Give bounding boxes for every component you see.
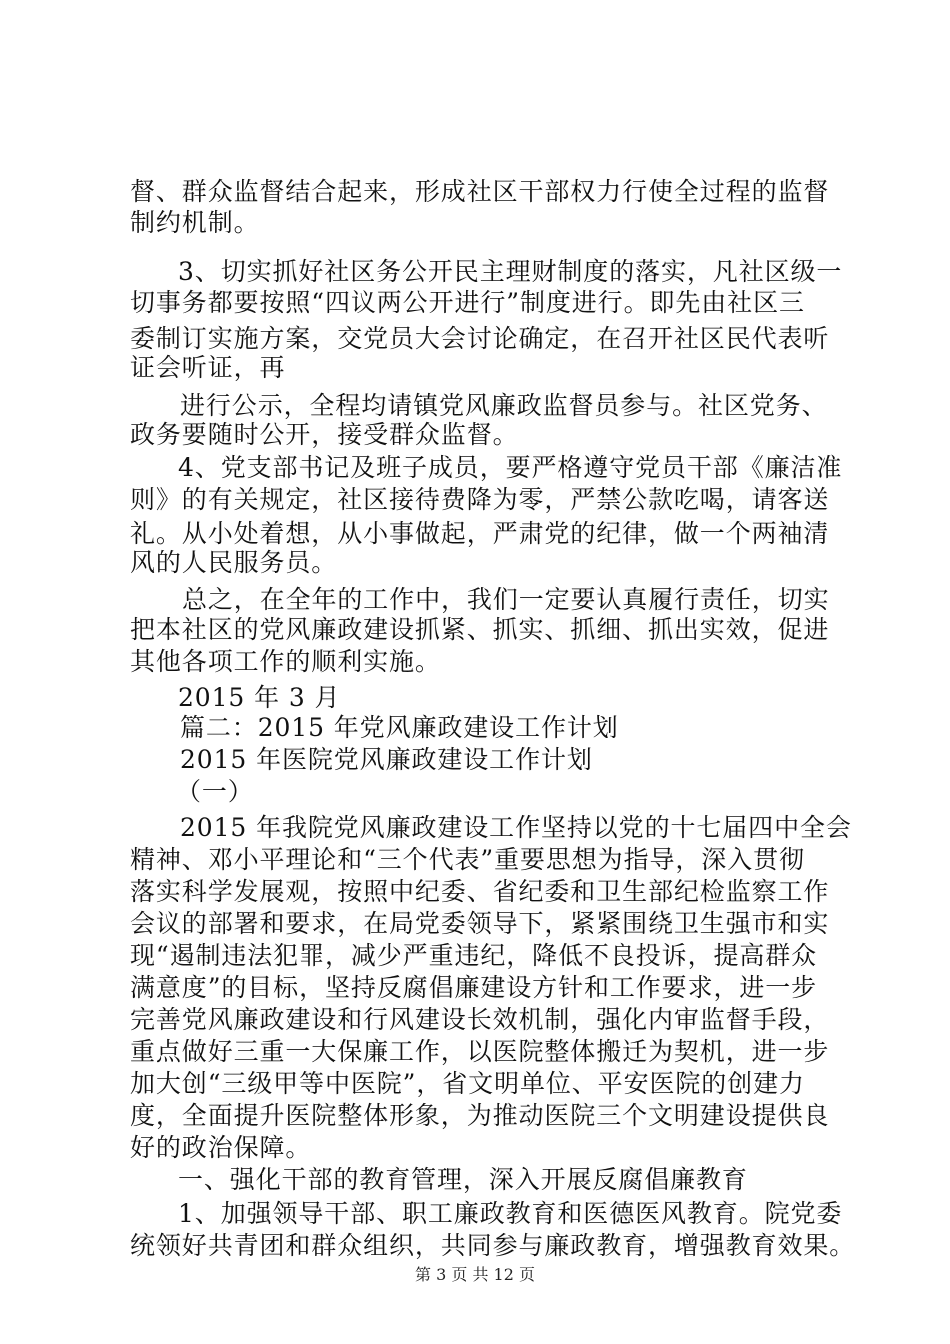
text-line: 切事务都要按照“四议两公开进行”制度进行。即先由社区三	[130, 288, 805, 317]
text-line: 加大创“三级甲等中医院”，省文明单位、平安医院的创建力	[130, 1069, 805, 1098]
text-line: 会议的部署和要求，在局党委领导下，紧紧围绕卫生强市和实	[130, 909, 830, 938]
text-line: 督、群众监督结合起来，形成社区干部权力行使全过程的监督	[130, 177, 830, 206]
text-line: 礼。从小处着想，从小事做起，严肃党的纪律，做一个两袖清	[130, 519, 830, 548]
text-line: 2015 年我院党风廉政建设工作坚持以党的十七届四中全会	[180, 813, 852, 842]
section-heading: 篇二：2015 年党风廉政建设工作计划	[180, 713, 619, 742]
text-line: 进行公示，全程均请镇党风廉政监督员参与。社区党务、	[180, 391, 828, 420]
text-line: 把本社区的党风廉政建设抓紧、抓实、抓细、抓出实效，促进	[130, 615, 830, 644]
text-line: 统领好共青团和群众组织，共同参与廉政教育，增强教育效果。	[130, 1231, 856, 1260]
text-line: 总之，在全年的工作中，我们一定要认真履行责任，切实	[182, 585, 830, 614]
text-line: 委制订实施方案，交党员大会讨论确定，在召开社区民代表听	[130, 324, 830, 353]
text-line: 则》的有关规定，社区接待费降为零，严禁公款吃喝，请客送	[130, 485, 830, 514]
text-line: 重点做好三重一大保廉工作，以医院整体搬迁为契机，进一步	[130, 1037, 830, 1066]
text-line: 4、党支部书记及班子成员，要严格遵守党员干部《廉洁准	[178, 453, 843, 482]
text-line: 证会听证，再	[130, 353, 286, 382]
text-line: 好的政治保障。	[130, 1133, 312, 1162]
text-line: 度，全面提升医院整体形象，为推动医院三个文明建设提供良	[130, 1101, 830, 1130]
text-line: 完善党风廉政建设和行风建设长效机制，强化内审监督手段，	[130, 1005, 830, 1034]
part-heading: （一）	[176, 777, 254, 806]
text-line: 落实科学发展观，按照中纪委、省纪委和卫生部纪检监察工作	[130, 877, 830, 906]
text-line: 3、切实抓好社区务公开民主理财制度的落实，凡社区级一	[178, 257, 843, 286]
date-line: 2015 年 3 月	[178, 683, 341, 712]
page-number-footer: 第 3 页 共 12 页	[415, 1265, 535, 1284]
text-line: 精神、邓小平理论和“三个代表”重要思想为指导，深入贯彻	[130, 845, 805, 874]
text-line: 其他各项工作的顺利实施。	[130, 647, 441, 676]
document-title: 2015 年医院党风廉政建设工作计划	[180, 745, 593, 774]
text-line: 现“遏制违法犯罪，减少严重违纪，降低不良投诉，提高群众	[130, 941, 818, 970]
text-line: 1、加强领导干部、职工廉政教育和医德医风教育。院党委	[178, 1199, 843, 1228]
text-line: 政务要随时公开，接受群众监督。	[130, 420, 519, 449]
subsection-heading: 一、强化干部的教育管理，深入开展反腐倡廉教育	[178, 1165, 748, 1194]
text-line: 满意度”的目标，坚持反腐倡廉建设方针和工作要求，进一步	[130, 973, 818, 1002]
text-line: 风的人民服务员。	[130, 548, 338, 577]
text-line: 制约机制。	[130, 208, 260, 237]
